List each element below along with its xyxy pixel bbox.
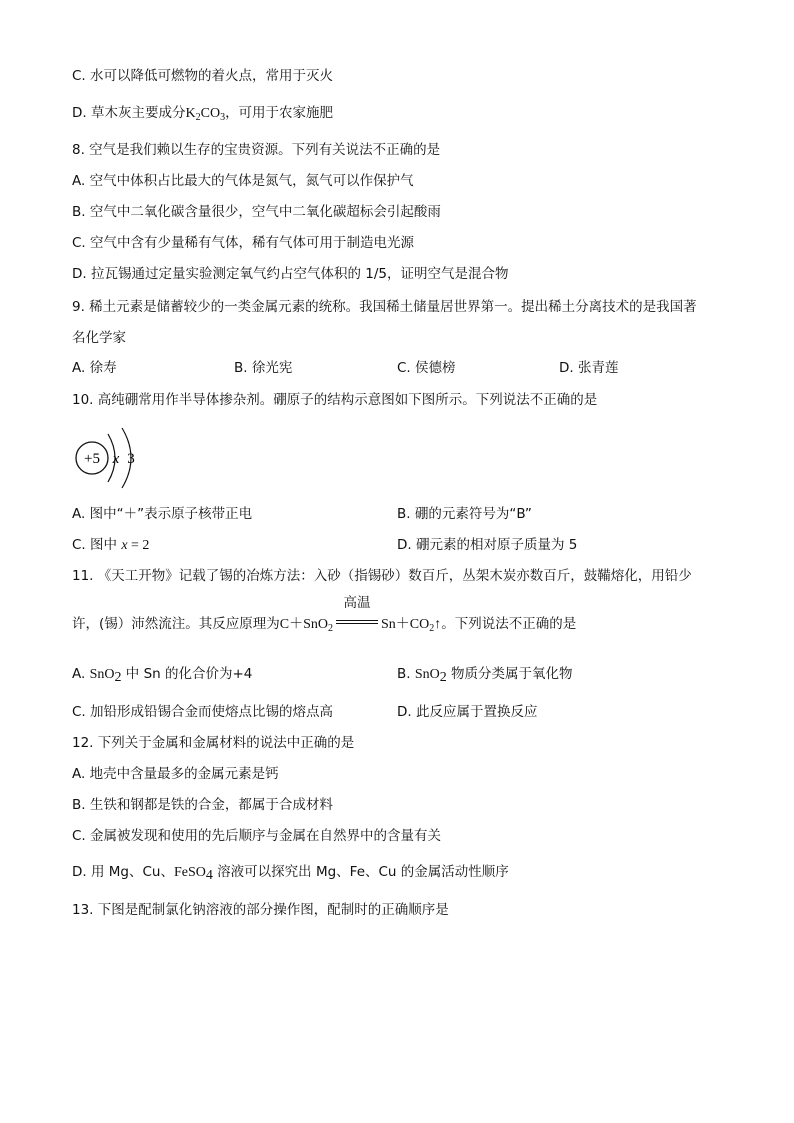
formula-k2co3: $K_2CO_3$ — [185, 106, 226, 123]
q10-stem: 10. 高纯硼常用作半导体掺杂剂。硼原子的结构示意图如下图所示。下列说法不正确的是 — [72, 392, 598, 408]
q7-option-d — [72, 103, 333, 124]
q10-option-b: B. 硼的元素符号为“B” — [397, 506, 532, 522]
q8-option-a: A. 空气中体积占比最大的气体是氮气，氮气可以作保护气 — [72, 173, 414, 189]
q12-option-b: B. 生铁和钢都是铁的合金，都属于合成材料 — [72, 797, 333, 813]
shell-2-electron-count: 3 — [127, 451, 135, 467]
q7-option-c: C. 水可以降低可燃物的着火点，常用于灭火 — [72, 68, 334, 84]
q10-option-c: C. 图中 x = 2 — [72, 537, 150, 553]
q9-option-b: B. 徐光宪 — [234, 360, 293, 376]
q13-stem: 13. 下图是配制氯化钠溶液的部分操作图，配制时的正确顺序是 — [72, 902, 449, 918]
q11-option-c: C. 加铅形成铅锡合金而使熔点比锡的熔点高 — [72, 704, 334, 720]
nucleus-charge-label: +5 — [84, 451, 100, 467]
q12-option-c: C. 金属被发现和使用的先后顺序与金属在自然界中的含量有关 — [72, 828, 442, 844]
q9-stem-line2: 名化学家 — [72, 330, 126, 346]
q11-option-d: D. 此反应属于置换反应 — [397, 704, 538, 720]
formula-feso4: FeSO — [173, 865, 206, 880]
q9-stem-line1: 9. 稀土元素是储蓄较少的一类金属元素的统称。我国稀土储量居世界第一。提出稀土分离技术的是我国著 — [72, 299, 697, 315]
q10-option-d: D. 硼元素的相对原子质量为 5 — [397, 537, 578, 553]
q11-stem-line2: 许，(锡）沛然流注。其反应原理为C＋SnO$_2$ 高温 $Sn+CO_2↑$。下列说法不正确的是 — [72, 595, 577, 634]
q11-option-a: A. SnO$_2$ 中 Sn 的化合价为+4 — [72, 666, 253, 685]
q9-option-c: C. 侯德榜 — [397, 360, 456, 376]
q8-stem: 8. 空气是我们赖以生存的宝贵资源。下列有关说法不正确的是 — [72, 142, 441, 158]
gas-arrow-symbol: ↑ — [434, 617, 442, 632]
reaction-equation: C＋SnO$_2$ 高温 $Sn+CO_2↑$ — [279, 595, 442, 634]
q12-option-d: D. 用 Mg、Cu、FeSO$_4$ 溶液可以探究出 Mg、Fe、Cu 的金属活动性顺序 — [72, 864, 509, 883]
condition-high-temp-label: 高温 — [343, 595, 371, 610]
q12-stem: 12. 下列关于金属和金属材料的说法中正确的是 — [72, 735, 355, 751]
q11-stem-line1: 11. 《天工开物》记载了锡的冶炼方法：入砂（指锡砂）数百斤，丛架木炭亦数百斤，鼓鞴熔化，用铅少 — [72, 568, 692, 584]
reaction-condition — [334, 595, 380, 632]
q8-option-b: B. 空气中二氧化碳含量很少，空气中二氧化碳超标会引起酸雨 — [72, 204, 441, 220]
q10-option-a: A. 图中“＋”表示原子核带正电 — [72, 506, 253, 522]
q9-option-a: A. 徐寿 — [72, 360, 117, 376]
variable-x: x — [121, 538, 128, 553]
q12-option-a: A. 地壳中含量最多的金属元素是钙 — [72, 766, 279, 782]
q9-option-d: D. 张青莲 — [559, 360, 619, 376]
q8-option-c: C. 空气中含有少量稀有气体，稀有气体可用于制造电光源 — [72, 235, 415, 251]
q7-option-d-text: D. 草木灰主要成分 — [72, 105, 186, 121]
q11-option-b: B. SnO$_2$ 物质分类属于氧化物 — [397, 666, 573, 685]
q8-option-d: D. 拉瓦锡通过定量实验测定氧气约占空气体积的 1/5，证明空气是混合物 — [72, 266, 509, 282]
boron-atom-structure-diagram — [72, 422, 152, 494]
q7-option-d-tail: ，可用于农家施肥 — [225, 105, 334, 121]
shell-1-electron-count: x — [112, 451, 120, 467]
